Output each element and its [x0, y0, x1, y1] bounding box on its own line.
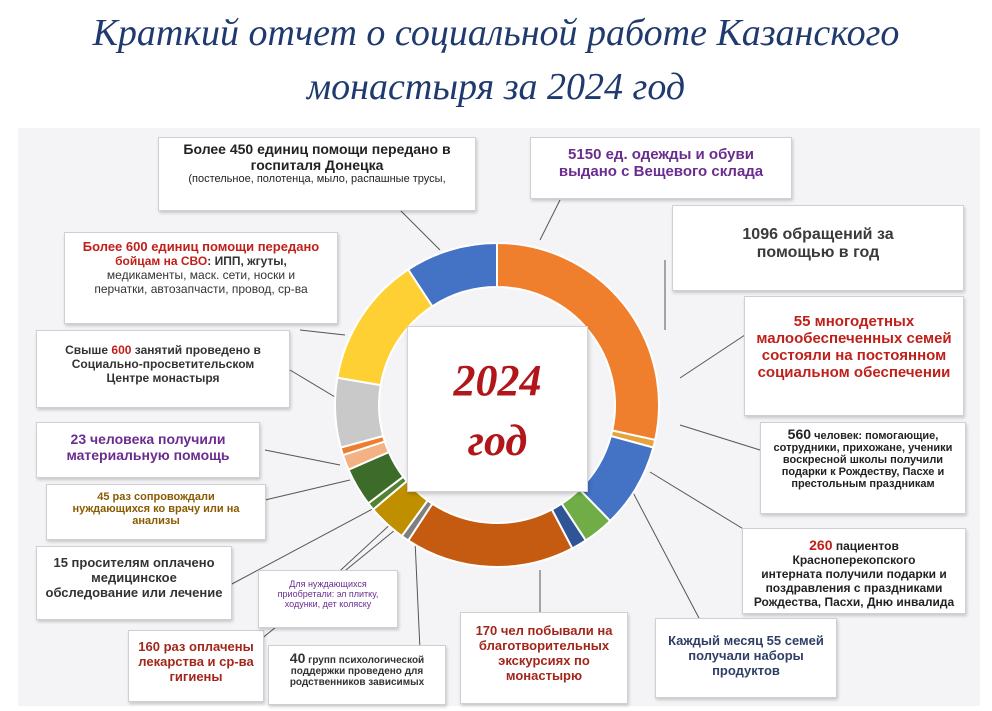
box-excursions	[460, 612, 628, 704]
box-families-line2: малообеспеченных семей	[756, 330, 952, 347]
box-gifts560-line3: воскресной школы получили	[782, 454, 944, 466]
box-excursions-line1: 170 чел побывали на	[475, 623, 613, 638]
box-internat-line4: Рождества, Пасхи, Дню инвалида	[753, 595, 955, 609]
box-center-lessons	[36, 330, 290, 408]
box-hospital	[158, 137, 476, 211]
report-title-line-2: монастыря за 2024 год	[306, 66, 686, 108]
box-gifts560-number: 560	[787, 426, 812, 442]
box-hospital-line2: госпиталя Донецка	[250, 157, 384, 173]
box-material-line1: 23 человека получили	[70, 431, 226, 447]
center-year-box	[407, 326, 588, 492]
box-material-line2: материальную помощь	[66, 447, 230, 463]
box-svo-svo: бойцам на СВО	[115, 254, 208, 268]
box-hospital-line1: Более 450 единиц помощи передано в	[183, 141, 451, 157]
box-requests-line1: 1096 обращений за	[742, 226, 894, 243]
box-medical-line2: медицинское	[91, 570, 177, 585]
box-gifts560-line4: подарки к Рождеству, Пасхе и	[781, 466, 945, 478]
box-doctor-line1: 45 раз сопровождали	[97, 491, 215, 503]
box-hospital-line3: (постельное, полотенца, мыло, распашные трусы,	[188, 173, 446, 185]
box-gifts560-line2: сотрудники, прихожане, ученики	[773, 442, 953, 454]
box-purchased-line1: Для нуждающихся	[289, 579, 367, 589]
box-monthly-line2: получали наборы	[688, 648, 804, 663]
box-center-lessons-line1: занятий проведено в	[131, 343, 261, 357]
box-center-lessons-number: 600	[111, 343, 132, 357]
box-requests-line2: помощью в год	[756, 244, 880, 261]
box-gifts560	[760, 422, 966, 514]
box-material	[36, 422, 260, 478]
box-medical-line3: обследование или лечение	[45, 585, 223, 600]
box-svo-line3: медикаменты, маск. сети, носки и	[106, 268, 296, 282]
box-excursions-line2: благотворительных	[478, 638, 610, 653]
report-title-line-1: Краткий отчет о социальной работе Казанского	[92, 12, 900, 54]
box-clothes	[530, 137, 792, 199]
box-svo-number: 600	[125, 239, 148, 254]
donut-slice-12	[335, 378, 383, 448]
box-center-lessons-prefix: Свыше	[65, 343, 112, 357]
box-medicines-line1: 160 раз оплачены	[138, 639, 254, 654]
donut-slice-5	[408, 504, 572, 567]
box-svo-line1: единиц помощи передано	[147, 239, 320, 254]
box-psych-number: 40	[289, 650, 306, 666]
box-svo-prefix: Более	[82, 239, 126, 254]
box-clothes-line1: 5150 ед. одежды и обуви	[568, 146, 754, 163]
box-purchased-line3: ходунки, дет коляску	[284, 599, 372, 609]
box-medicines	[128, 630, 264, 702]
box-center-lessons-line2: Социально-просветительском	[71, 357, 255, 371]
box-purchased	[258, 570, 398, 628]
box-internat-number: 260	[809, 537, 833, 553]
box-doctor-line3: анализы	[132, 515, 180, 527]
box-excursions-line4: монастырю	[505, 668, 583, 683]
center-god-label: год	[467, 416, 528, 465]
box-families-line3: состояли на постоянном	[761, 347, 947, 364]
box-requests	[672, 205, 964, 291]
box-svo	[64, 232, 338, 324]
box-psych-line3: родственников зависимых	[289, 677, 425, 688]
box-medicines-line2: лекарства и ср-ва	[138, 654, 254, 669]
box-doctor	[46, 484, 266, 540]
box-families	[744, 296, 964, 416]
box-monthly-line3: продуктов	[712, 663, 780, 678]
box-families-line4: социальном обеспечении	[757, 364, 951, 381]
box-internat-line3: поздравления с праздниками	[765, 581, 943, 595]
box-svo-line2: : ИПП, жгуты,	[207, 254, 287, 268]
center-year-label: 2024	[453, 356, 542, 405]
box-svo-line4: перчатки, автозапчасти, провод, ср-ва	[94, 282, 308, 296]
box-doctor-line2: нуждающихся ко врачу или на	[72, 503, 240, 515]
box-medical	[36, 546, 232, 620]
box-medicines-line3: гигиены	[169, 669, 223, 684]
box-gifts560-line5: престольным праздникам	[791, 478, 935, 490]
box-families-line1: 55 многодетных	[793, 313, 915, 330]
box-purchased-line2: приобретали: эл плитку,	[277, 589, 379, 599]
box-monthly	[655, 618, 837, 698]
box-monthly-line1: Каждый месяц 55 семей	[668, 633, 824, 648]
box-internat-line2: интерната получили подарки и	[761, 567, 947, 581]
box-internat	[742, 528, 966, 614]
box-internat-line1: пациентов Красноперекопского	[792, 539, 916, 567]
box-center-lessons-line3: Центре монастыря	[106, 371, 220, 385]
box-clothes-line2: выдано с Вещевого склада	[558, 163, 764, 180]
box-medical-line1: 15 просителям оплачено	[53, 555, 215, 570]
box-psych-line1: групп психологической	[305, 655, 425, 666]
box-excursions-line3: экскурсиях по	[498, 653, 590, 668]
box-gifts560-line1: человек: помогающие,	[811, 430, 939, 442]
box-psych	[268, 645, 446, 705]
box-psych-line2: поддержки проведено для	[290, 666, 424, 677]
